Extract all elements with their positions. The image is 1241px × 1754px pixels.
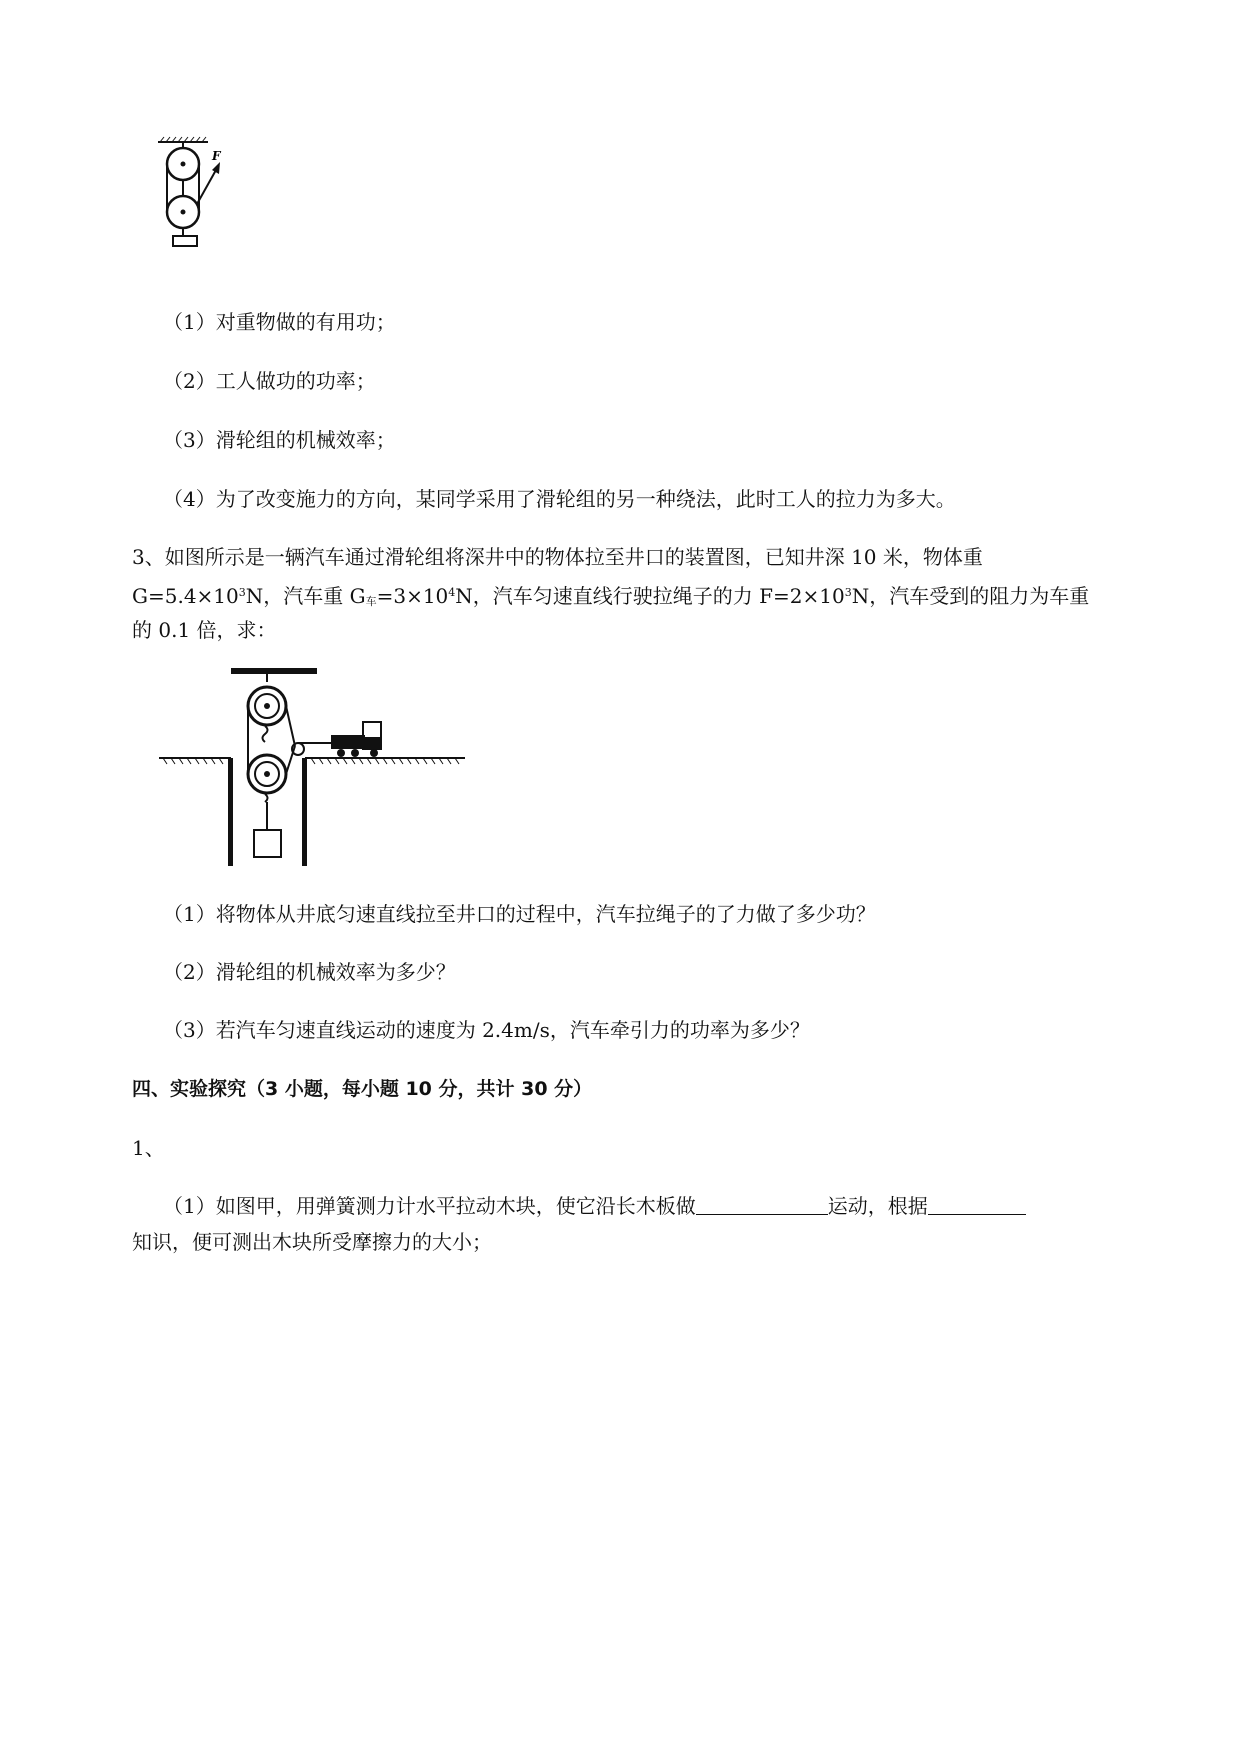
pulley-figure-1 xyxy=(150,132,240,252)
answer-blank-1[interactable] xyxy=(696,1194,828,1215)
q2-part-4: （4）为了改变施力的方向，某同学采用了滑轮组的另一种绕法，此时工人的拉力为多大。 xyxy=(163,487,956,511)
answer-blank-2[interactable] xyxy=(928,1194,1026,1215)
s4-q1-number: 1、 xyxy=(132,1136,165,1160)
q3-stem-line-3: 的 0.1 倍，求： xyxy=(132,618,277,642)
s4-q1-part-1-line-2: 知识，便可测出木块所受摩擦力的大小； xyxy=(132,1230,492,1254)
q2-part-1: （1）对重物做的有用功； xyxy=(163,310,396,334)
q3-stem-line-1: 3、如图所示是一辆汽车通过滑轮组将深井中的物体拉至井口的装置图，已知井深 10 米，物体重 xyxy=(132,545,983,569)
q3-part-1: （1）将物体从井底匀速直线拉至井口的过程中，汽车拉绳子的了力做了多少功？ xyxy=(163,902,876,926)
q3-stem-line-2: $G=5.4\times 10^3N$，汽车重 G车$=3\times 10^4N$，汽车匀速直线行驶拉绳子的力 $F=2\times 10^3N$，汽车受到的阻力为车重 xyxy=(132,584,1090,608)
q3-part-3: （3）若汽车匀速直线运动的速度为 2.4m/s，汽车牵引力的功率为多少？ xyxy=(163,1018,810,1042)
well-pulley-figure xyxy=(155,662,475,872)
force-label-F: F xyxy=(212,149,221,163)
q2-part-3: （3）滑轮组的机械效率； xyxy=(163,428,396,452)
s4-q1-part-1: （1）如图甲，用弹簧测力计水平拉动木块，使它沿长木板做 运动，根据 xyxy=(163,1194,1026,1218)
q3-part-2: （2）滑轮组的机械效率为多少？ xyxy=(163,960,456,984)
section-4-heading: 四、实验探究（3 小题，每小题 10 分，共计 30 分） xyxy=(132,1078,593,1100)
q2-part-2: （2）工人做功的功率； xyxy=(163,369,376,393)
